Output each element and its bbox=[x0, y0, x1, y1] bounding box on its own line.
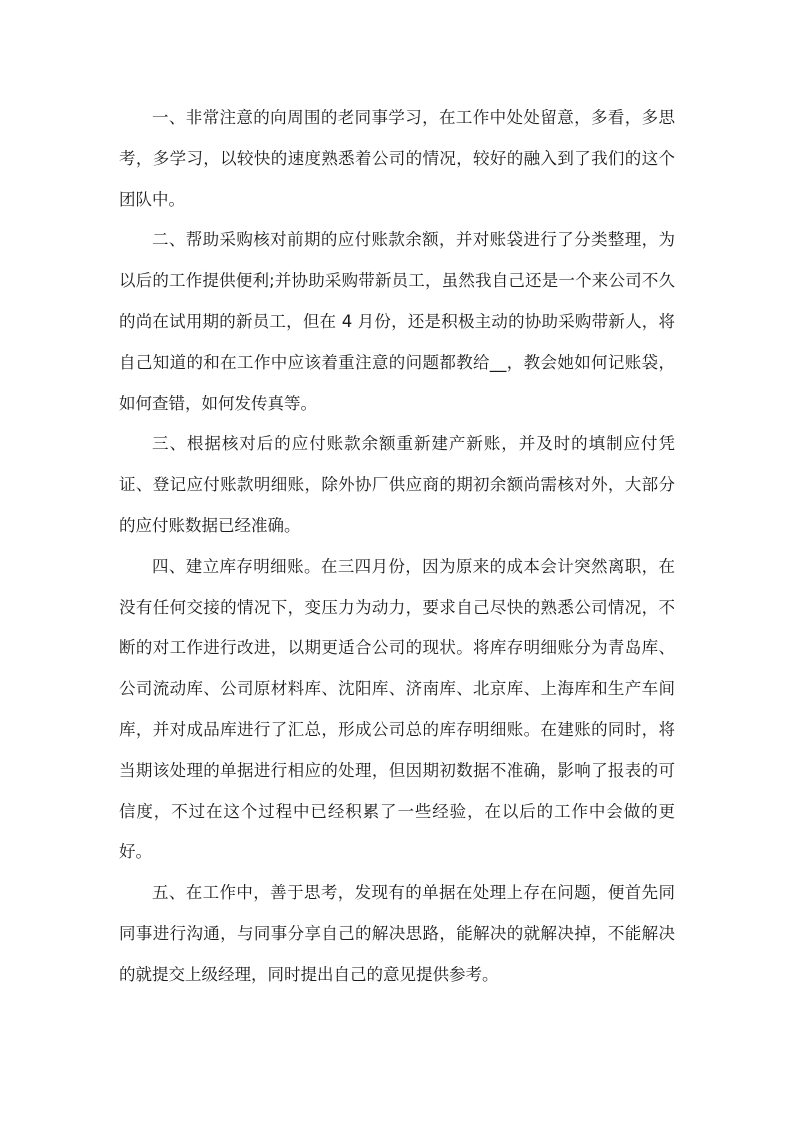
document-body bbox=[119, 98, 675, 996]
paragraph-2: 二、帮助采购核对前期的应付账款余额，并对账袋进行了分类整理，为以后的工作提供便利;并协助采购带新员工，虽然我自己还是一个来公司不久的尚在试用期的新员工，但在 4 月份，还是积极主动的协助采购带新人，将自己知道的和在工作中应该着重注意的问题都教给__，教会她如何记账袋，如何查错，如何发传真等。 bbox=[119, 230, 675, 413]
paragraph-1: 一、非常注意的向周围的老同事学习，在工作中处处留意，多看，多思考，多学习，以较快的速度熟悉着公司的情况，较好的融入到了我们的这个团队中。 bbox=[119, 108, 675, 209]
paragraph-3: 三、根据核对后的应付账款余额重新建产新账，并及时的填制应付凭证、登记应付账款明细账，除外协厂供应商的期初余额尚需核对外，大部分的应付账数据已经准确。 bbox=[119, 434, 675, 535]
paragraph-4: 四、建立库存明细账。在三四月份，因为原来的成本会计突然离职，在没有任何交接的情况下，变压力为动力，要求自己尽快的熟悉公司情况，不断的对工作进行改进，以期更适合公司的现状。将库存明细账分为青岛库、公司流动库、公司原材料库、沈阳库、济南库、北京库、上海库和生产车间库，并对成品库进行了汇总，形成公司总的库存明细账。在建账的同时，将当期该处理的单据进行相应的处理，但因期初数据不准确，影响了报表的可信度，不过在这个过程中已经积累了一些经验，在以后的工作中会做的更好。 bbox=[119, 556, 675, 862]
paragraph-5: 五、在工作中，善于思考，发现有的单据在处理上存在问题，便首先同同事进行沟通，与同事分享自己的解决思路，能解决的就解决掉，不能解决的就提交上级经理，同时提出自己的意见提供参考。 bbox=[119, 883, 675, 984]
